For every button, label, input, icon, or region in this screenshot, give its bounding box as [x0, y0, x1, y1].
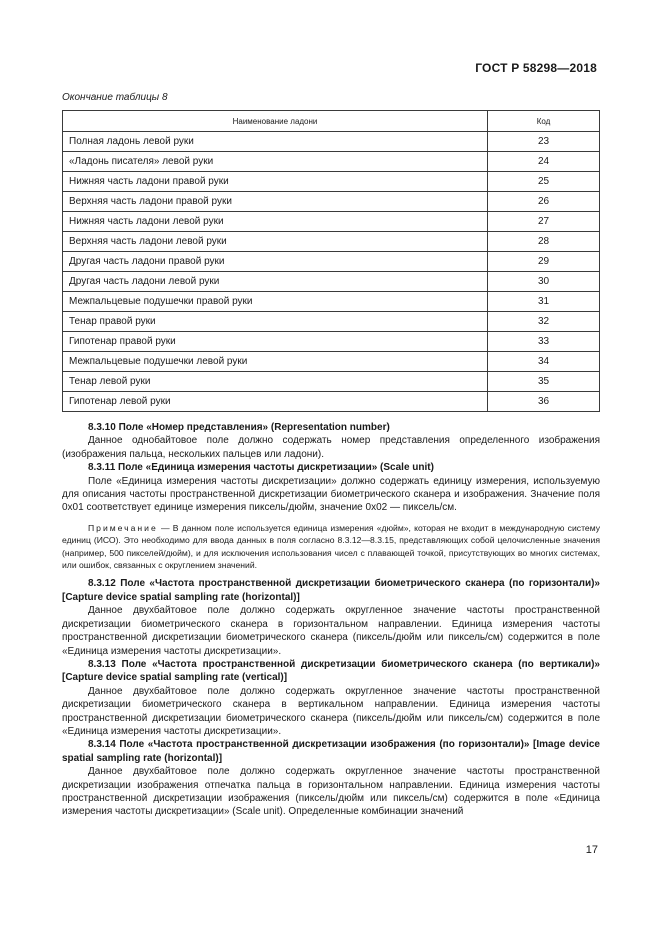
table-header-row	[63, 111, 600, 132]
palm-name-cell: Гипотенар правой руки	[63, 332, 488, 352]
palm-name-cell: Межпальцевые подушечки правой руки	[63, 292, 488, 312]
palm-code-cell: 27	[488, 212, 600, 232]
palm-code-cell: 30	[488, 272, 600, 292]
palm-code-cell: 29	[488, 252, 600, 272]
table-row	[63, 272, 600, 292]
table-row	[63, 392, 600, 412]
section-text-8-3-14: Данное двухбайтовое поле должно содержать округленное значение частоты пространственной дискретизации изображения отпечатка пальца в горизонтальном направлении. Единица измерения частоты пространственной дискретизации изображения (пиксель/дюйм или пиксель/см) содержится в поле «Единица измерения частоты дискретизации» (Scale unit). Определенные комбинации значений	[62, 766, 600, 818]
palm-name-cell: Верхняя часть ладони левой руки	[63, 232, 488, 252]
table-row	[63, 192, 600, 212]
section-text-8-3-10: Данное однобайтовое поле должно содержать номер представления определенного изображения (изображения пальца, нескольких пальцев или ладони).	[62, 435, 600, 460]
palm-code-cell: 35	[488, 372, 600, 392]
standard-number: ГОСТ Р 58298—2018	[475, 61, 597, 75]
palm-code-cell: 34	[488, 352, 600, 372]
section-heading-8-3-12: 8.3.12 Поле «Частота пространственной дискретизации биометрического сканера (по горизонтали)» [Capture device spatial sampling rate (horizontal)]	[62, 578, 600, 603]
palm-name-cell: Верхняя часть ладони правой руки	[63, 192, 488, 212]
table-row	[63, 232, 600, 252]
palm-name-cell: Нижняя часть ладони правой руки	[63, 172, 488, 192]
section-text-8-3-12: Данное двухбайтовое поле должно содержать округленное значение частоты пространственной дискретизации биометрического сканера в горизонтальном направлении. Единица измерения частоты пространственной дискретизации биометрического сканера (пиксель/дюйм или пиксель/см) содержится в поле «Единица измерения частоты дискретизации».	[62, 605, 600, 657]
palm-name-cell: Нижняя часть ладони левой руки	[63, 212, 488, 232]
table-row	[63, 332, 600, 352]
table-row	[63, 372, 600, 392]
table-caption: Окончание таблицы 8	[62, 92, 168, 103]
palm-code-cell: 23	[488, 132, 600, 152]
table-row	[63, 252, 600, 272]
section-heading-8-3-13: 8.3.13 Поле «Частота пространственной дискретизации биометрического сканера (по вертикали)» [Capture device spatial sampling rate (vertical)]	[62, 658, 600, 684]
table-row	[63, 352, 600, 372]
palm-name-cell: Полная ладонь левой руки	[63, 132, 488, 152]
table-row	[63, 212, 600, 232]
page-number: 17	[585, 844, 598, 856]
palm-code-cell: 24	[488, 152, 600, 172]
section-heading-8-3-11: 8.3.11 Поле «Единица измерения частоты дискретизации» (Scale unit)	[88, 462, 434, 474]
palm-code-cell: 33	[488, 332, 600, 352]
table-row	[63, 292, 600, 312]
table-row	[63, 312, 600, 332]
palm-codes-table	[62, 110, 600, 412]
palm-code-cell: 26	[488, 192, 600, 212]
palm-code-cell: 32	[488, 312, 600, 332]
note-label: Примечание	[88, 522, 158, 533]
palm-code-cell: 28	[488, 232, 600, 252]
palm-name-cell: Другая часть ладони левой руки	[63, 272, 488, 292]
palm-name-cell: Тенар правой руки	[63, 312, 488, 332]
table-row	[63, 172, 600, 192]
palm-name-cell: Гипотенар левой руки	[63, 392, 488, 412]
table-row	[63, 152, 600, 172]
palm-code-cell: 36	[488, 392, 600, 412]
palm-code-cell: 25	[488, 172, 600, 192]
palm-code-cell: 31	[488, 292, 600, 312]
section-heading-8-3-10: 8.3.10 Поле «Номер представления» (Representation number)	[88, 422, 390, 433]
note	[62, 522, 600, 572]
section-heading-8-3-14: 8.3.14 Поле «Частота пространственной дискретизации изображения (по горизонтали)» [Image device spatial sampling rate (horizontal)]	[62, 739, 600, 764]
column-header-code: Код	[488, 111, 600, 132]
palm-name-cell: Тенар левой руки	[63, 372, 488, 392]
section-text-8-3-13: Данное двухбайтовое поле должно содержать округленное значение частоты пространственной дискретизации биометрического сканера в вертикальном направлении. Единица измерения частоты пространственной дискретизации биометрического сканера (пиксель/дюйм или пиксель/см) содержится в поле «Единица измерения частоты дискретизации».	[62, 685, 600, 737]
column-header-name: Наименование ладони	[63, 111, 488, 132]
palm-name-cell: «Ладонь писателя» левой руки	[63, 152, 488, 172]
table-row	[63, 132, 600, 152]
palm-name-cell: Другая часть ладони правой руки	[63, 252, 488, 272]
palm-name-cell: Межпальцевые подушечки левой руки	[63, 352, 488, 372]
body-text	[62, 421, 600, 819]
note-text: — В данном поле используется единица измерения «дюйм», которая не входит в международную систему единиц (ИСО). Это необходимо для ввода данных в поля согласно 8.3.12—8.3.15, представляющих собой целочисленные значения (например, 500 пикселей/дюйм), и для исключения использования чисел с плавающей точкой, присутствующих во многих системах, или ошибок, связанных с округлением значений.	[62, 522, 600, 571]
section-text-8-3-11: Поле «Единица измерения частоты дискретизации» должно содержать единицу измерения, используемую для описания частоты пространственной дискретизации биометрического сканера и изображения. Значение поля 0x01 соответствует единице измерения пиксель/дюйм, значение 0x02 — пиксель/см.	[62, 475, 600, 514]
